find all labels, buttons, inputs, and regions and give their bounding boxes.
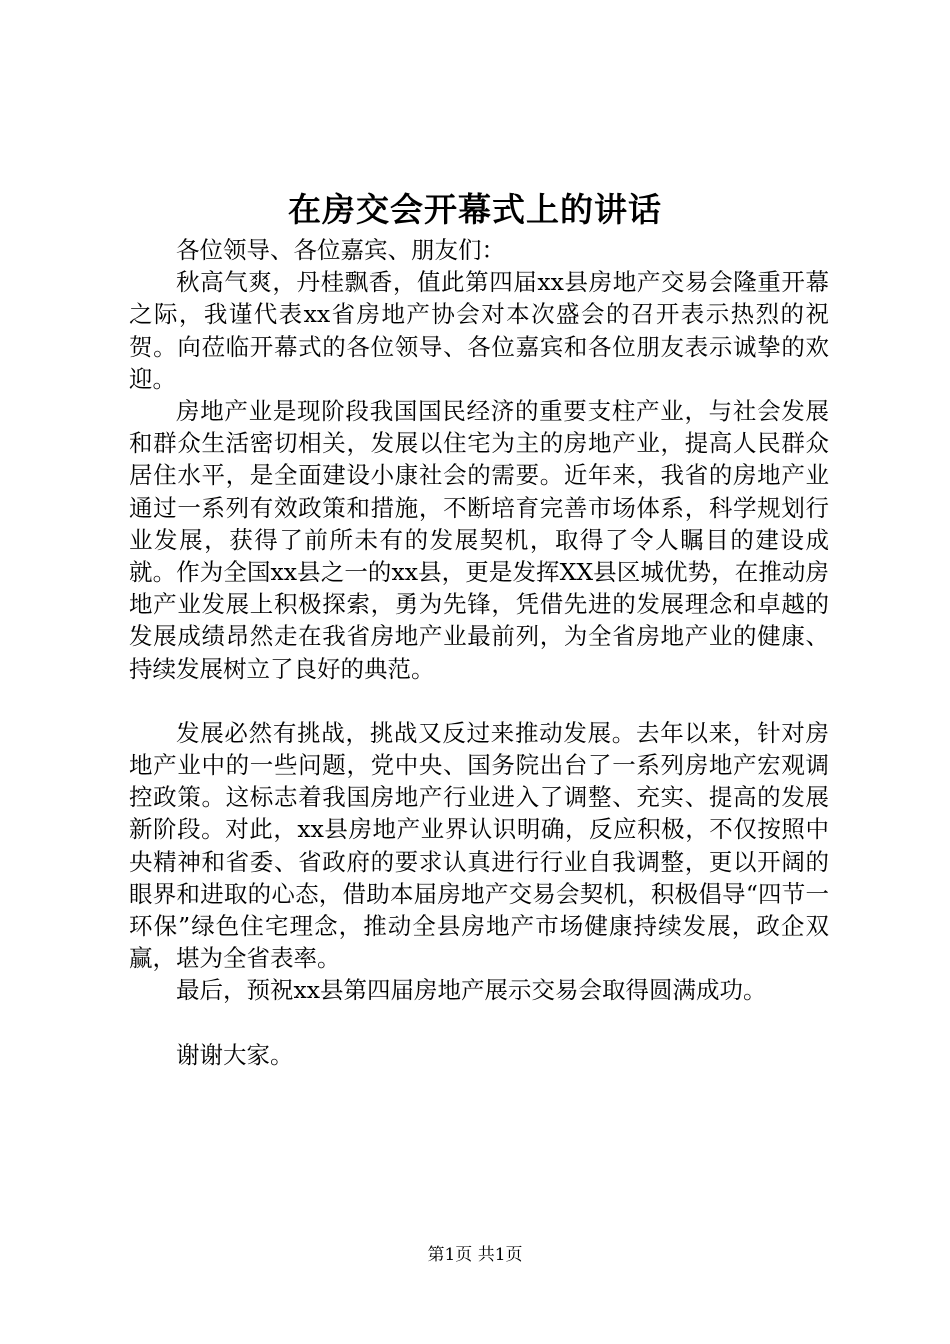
page-footer: 第1页 共1页 — [427, 1245, 523, 1265]
paragraph-2: 房地产业是现阶段我国国民经济的重要支柱产业，与社会发展和群众生活密切相关，发展以住宅为主的房地产业，提高人民群众居住水平，是全面建设小康社会的需要。近年来，我省的房地产业通过一系列有效政策和措施，不断培育完善市场体系，科学规划行业发展，获得了前所未有的发展契机，取得了令人瞩目的建设成就。作为全国xx县之一的xx县，更是发挥XX县区城优势，在推动房地产业发展上积极探索，勇为先锋，凭借先进的发展理念和卓越的发展成绩昂然走在我省房地产业最前列，为全省房地产业的健康、持续发展树立了良好的典范。 — [129, 397, 829, 683]
document-body — [129, 234, 829, 1071]
paragraph-4: 最后，预祝xx县第四届房地产展示交易会取得圆满成功。 — [176, 976, 767, 1005]
paragraph-3: 发展必然有挑战，挑战又反过来推动发展。去年以来，针对房地产业中的一些问题，党中央、国务院出台了一系列房地产宏观调控政策。这标志着我国房地产行业进入了调整、充实、提高的发展新阶段。对此，xx县房地产业界认识明确，反应积极，不仅按照中央精神和省委、省政府的要求认真进行行业自我调整，更以开阔的眼界和进取的心态，借助本届房地产交易会契机，积极倡导“四节一环保”绿色住宅理念，推动全县房地产市场健康持续发展，政企双赢，堪为全省表率。 — [129, 718, 829, 973]
salutation: 各位领导、各位嘉宾、朋友们： — [176, 236, 505, 264]
paragraph-1: 秋高气爽，丹桂飘香，值此第四届xx县房地产交易会隆重开幕之际，我谨代表xx省房地产协会对本次盛会的召开表示热烈的祝贺。向莅临开幕式的各位领导、各位嘉宾和各位朋友表示诚挚的欢迎。 — [129, 268, 829, 393]
document-title: 在房交会开幕式上的讲话 — [288, 190, 662, 229]
closing-line: 谢谢大家。 — [176, 1040, 294, 1069]
